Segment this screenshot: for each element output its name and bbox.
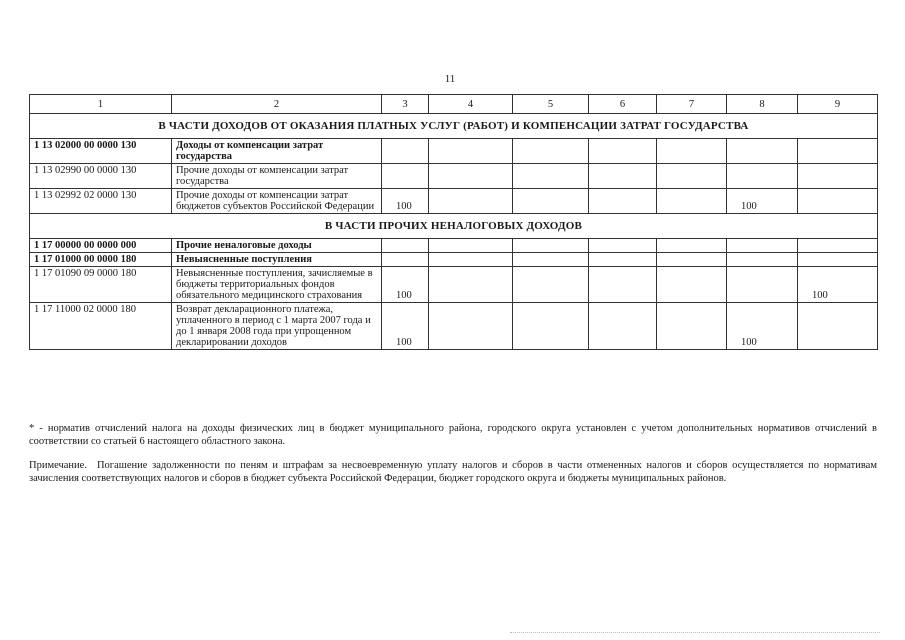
column-3-cell [382, 139, 429, 164]
column-9-cell [798, 253, 878, 267]
table-row [30, 239, 878, 253]
revenue-name-cell: Прочие доходы от компенсации затрат бюджетов субъектов Российской Федерации [172, 189, 382, 214]
column-8-cell [727, 267, 798, 303]
kbk-code-cell: 1 17 00000 00 0000 000 [30, 239, 172, 253]
section-header-row [30, 214, 878, 239]
column-6-cell [589, 164, 657, 189]
note-label: Примечание. [29, 460, 87, 471]
column-5-cell [513, 239, 589, 253]
column-7-cell [657, 253, 727, 267]
column-3-cell [382, 164, 429, 189]
column-9-cell [798, 164, 878, 189]
column-8-cell [727, 239, 798, 253]
column-5-cell [513, 139, 589, 164]
column-5-cell [513, 189, 589, 214]
column-6-cell [589, 267, 657, 303]
column-5-cell [513, 253, 589, 267]
section-header-row [30, 114, 878, 139]
kbk-code-cell: 1 17 01090 09 0000 180 [30, 267, 172, 303]
note-text: Погашение задолженности по пеням и штрафам за несвоевременную уплату налогов и сборов в части отмененных налогов и сборов осуществляется по нормативам зачисления соответствующих налогов и сборов в бюджет субъекта Российской Федерации, бюджет городского округа и бюджеты муниципальных районов. [29, 460, 877, 484]
column-7-cell [657, 139, 727, 164]
section-title: В ЧАСТИ ПРОЧИХ НЕНАЛОГОВЫХ ДОХОДОВ [30, 214, 878, 239]
column-4-cell [429, 267, 513, 303]
column-5-cell [513, 303, 589, 350]
column-7-cell [657, 239, 727, 253]
column-number: 4 [429, 95, 513, 114]
column-8-cell: 100 [727, 303, 798, 350]
column-number: 3 [382, 95, 429, 114]
note [29, 459, 877, 485]
kbk-code-cell: 1 13 02000 00 0000 130 [30, 139, 172, 164]
column-number: 7 [657, 95, 727, 114]
column-7-cell [657, 189, 727, 214]
column-9-cell [798, 189, 878, 214]
revenue-name-cell: Прочие доходы от компенсации затрат государства [172, 164, 382, 189]
column-number: 8 [727, 95, 798, 114]
column-4-cell [429, 239, 513, 253]
column-number-row [30, 95, 878, 114]
column-6-cell [589, 189, 657, 214]
column-number: 9 [798, 95, 878, 114]
revenue-name-cell: Невыясненные поступления [172, 253, 382, 267]
column-9-cell [798, 139, 878, 164]
kbk-code-cell: 1 17 11000 02 0000 180 [30, 303, 172, 350]
column-6-cell [589, 239, 657, 253]
column-7-cell [657, 164, 727, 189]
column-4-cell [429, 253, 513, 267]
column-3-cell [382, 253, 429, 267]
column-9-cell [798, 239, 878, 253]
table-row [30, 164, 878, 189]
table-row [30, 267, 878, 303]
scan-artifact [510, 632, 880, 635]
column-9-cell [798, 303, 878, 350]
column-3-cell: 100 [382, 303, 429, 350]
column-3-cell: 100 [382, 189, 429, 214]
column-5-cell [513, 164, 589, 189]
column-3-cell [382, 239, 429, 253]
column-5-cell [513, 267, 589, 303]
column-4-cell [429, 303, 513, 350]
table-row [30, 139, 878, 164]
column-7-cell [657, 303, 727, 350]
kbk-code-cell: 1 13 02990 00 0000 130 [30, 164, 172, 189]
page-number: 11 [444, 73, 456, 85]
column-4-cell [429, 139, 513, 164]
column-6-cell [589, 303, 657, 350]
column-8-cell [727, 253, 798, 267]
column-6-cell [589, 139, 657, 164]
section-title: В ЧАСТИ ДОХОДОВ ОТ ОКАЗАНИЯ ПЛАТНЫХ УСЛУГ (РАБОТ) И КОМПЕНСАЦИИ ЗАТРАТ ГОСУДАРСТВА [30, 114, 878, 139]
column-number: 5 [513, 95, 589, 114]
revenue-name-cell: Прочие неналоговые доходы [172, 239, 382, 253]
revenue-name-cell: Доходы от компенсации затрат государства [172, 139, 382, 164]
table-row [30, 253, 878, 267]
column-3-cell: 100 [382, 267, 429, 303]
column-7-cell [657, 267, 727, 303]
column-8-cell [727, 164, 798, 189]
column-number: 1 [30, 95, 172, 114]
column-6-cell [589, 253, 657, 267]
column-4-cell [429, 164, 513, 189]
column-4-cell [429, 189, 513, 214]
footnote: * - норматив отчислений налога на доходы физических лиц в бюджет муниципального района, городского округа установлен с учетом дополнительных нормативов отчислений в соответствии со статьей 6 настоящего областного закона. [29, 423, 877, 447]
table-row [30, 189, 878, 214]
column-8-cell [727, 139, 798, 164]
kbk-code-cell: 1 13 02992 02 0000 130 [30, 189, 172, 214]
revenue-name-cell: Невыясненные поступления, зачисляемые в бюджеты территориальных фондов обязательного медицинского страхования [172, 267, 382, 303]
column-number: 2 [172, 95, 382, 114]
table-row [30, 303, 878, 350]
kbk-code-cell: 1 17 01000 00 0000 180 [30, 253, 172, 267]
column-9-cell: 100 [798, 267, 878, 303]
column-number: 6 [589, 95, 657, 114]
revenue-allocation-table [29, 94, 878, 350]
column-8-cell: 100 [727, 189, 798, 214]
revenue-name-cell: Возврат декларационного платежа, уплаченного в период с 1 марта 2007 года и до 1 января 2008 года при упрощенном декларировании доходов [172, 303, 382, 350]
